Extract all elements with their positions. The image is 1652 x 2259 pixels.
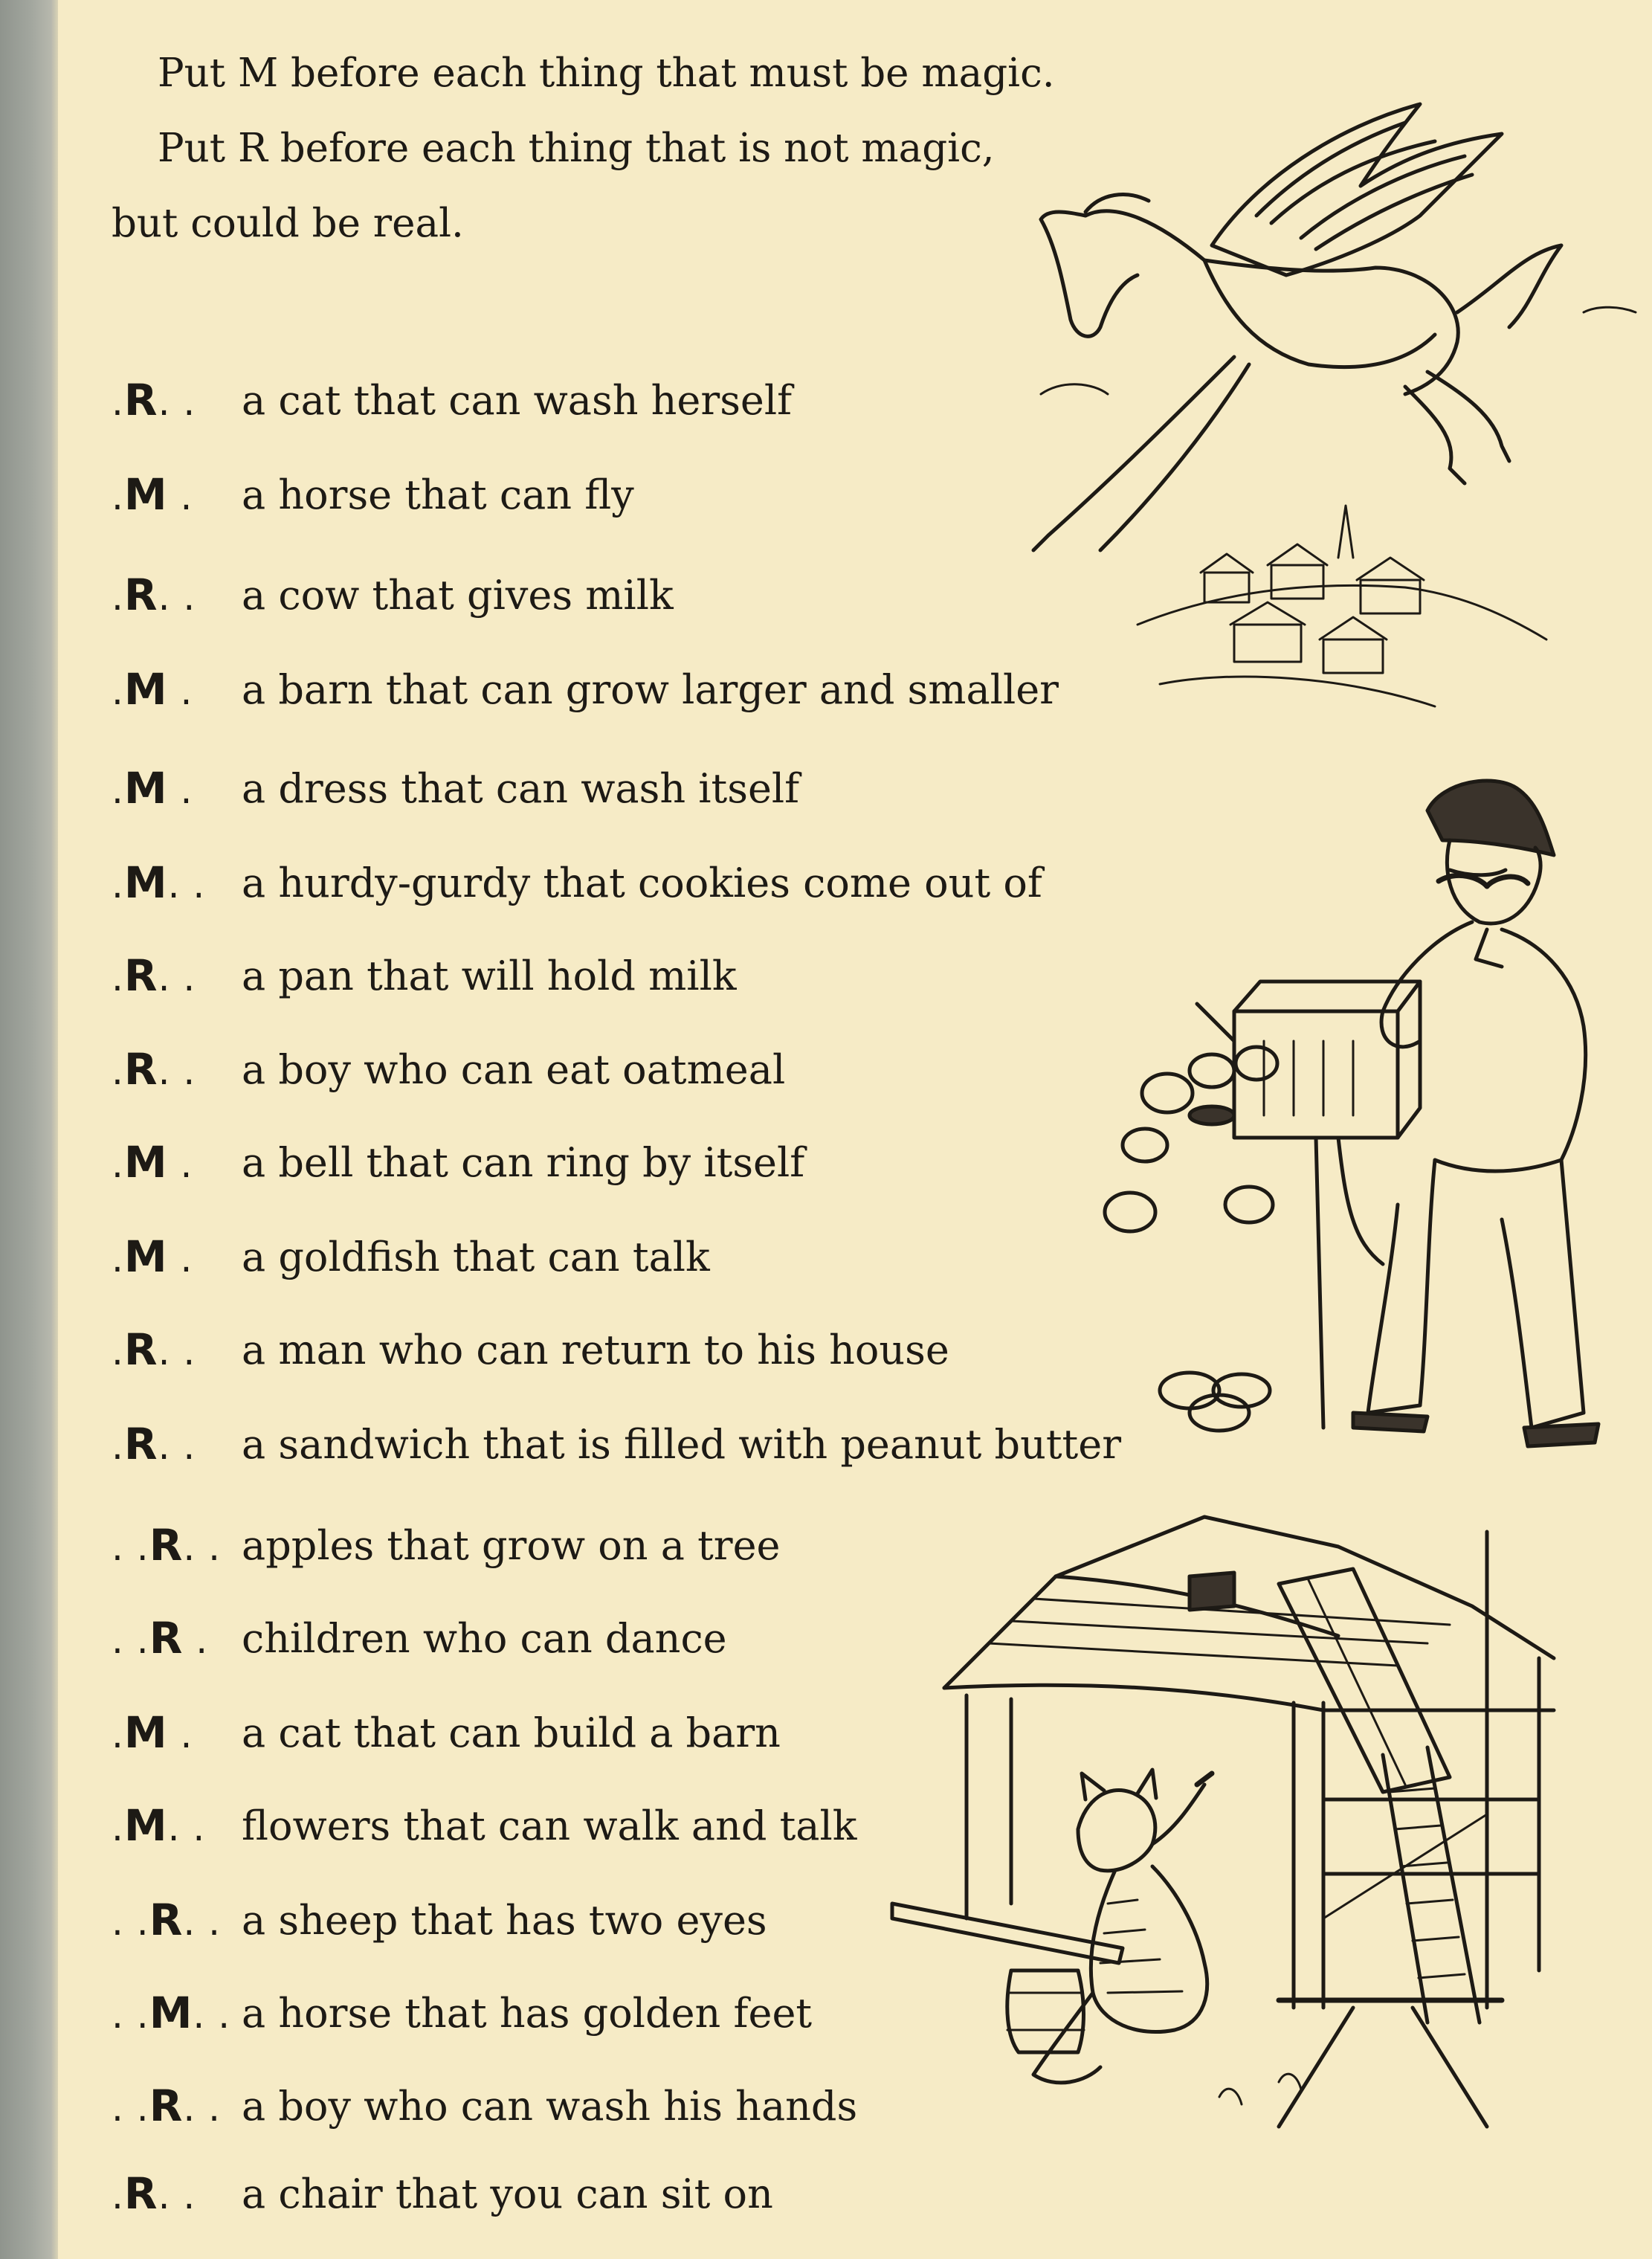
instruction-real: Put R before each thing that is not magic, — [158, 126, 995, 171]
item-text: flowers that can walk and talk — [242, 1802, 857, 1849]
item-text: a horse that has golden feet — [242, 1989, 813, 2037]
item-text: children who can dance — [242, 1614, 727, 1662]
list-item — [112, 561, 674, 628]
list-item — [112, 1605, 727, 1672]
list-item — [112, 942, 737, 1009]
answer-mark[interactable]: . .R. . — [112, 2081, 222, 2131]
answer-mark[interactable]: .R. . — [112, 1419, 196, 1469]
list-item — [112, 1512, 781, 1579]
item-text: a cat that can build a barn — [242, 1709, 781, 1756]
item-text: a cat that can wash herself — [242, 376, 793, 424]
answer-mark[interactable]: .M . — [112, 1231, 193, 1282]
item-text: a cow that gives milk — [242, 571, 674, 619]
item-text: a horse that can fly — [242, 471, 634, 518]
answer-mark[interactable]: .R. . — [112, 1324, 196, 1375]
list-item — [112, 2072, 857, 2139]
item-text: a hurdy-gurdy that cookies come out of — [242, 859, 1042, 906]
list-item — [112, 1316, 949, 1383]
item-text: a pan that will hold milk — [242, 952, 737, 999]
list-item — [112, 2160, 773, 2227]
answer-mark[interactable]: .M . — [112, 1137, 193, 1187]
list-item — [112, 849, 1042, 916]
instruction-real-cont: but could be real. — [112, 201, 464, 246]
list-item — [112, 1792, 856, 1859]
winged-horse-icon — [989, 89, 1643, 744]
item-text: a sheep that has two eyes — [242, 1896, 767, 1944]
answer-mark[interactable]: .R. . — [112, 1044, 196, 1095]
list-item — [112, 755, 799, 822]
item-text: apples that grow on a tree — [242, 1521, 781, 1569]
item-text: a dress that can wash itself — [242, 764, 800, 812]
list-item — [112, 1411, 1121, 1477]
item-text: a barn that can grow larger and smaller — [242, 666, 1059, 713]
item-text: a goldfish that can talk — [242, 1233, 710, 1280]
item-text: a bell that can ring by itself — [242, 1138, 805, 1186]
answer-mark[interactable]: .M. . — [112, 1800, 206, 1851]
list-item — [112, 1979, 812, 2046]
answer-mark[interactable]: .M. . — [112, 857, 206, 908]
list-item — [112, 1699, 781, 1766]
answer-mark[interactable]: .R. . — [112, 950, 196, 1001]
answer-mark[interactable]: .M . — [112, 469, 193, 520]
answer-mark[interactable]: . .R . — [112, 1613, 209, 1663]
instruction-magic: Put M before each thing that must be magic. — [158, 51, 1055, 96]
answer-mark[interactable]: .R. . — [112, 2168, 196, 2219]
answer-mark[interactable]: .M . — [112, 664, 193, 715]
cat-building-barn-icon — [862, 1487, 1636, 2156]
list-item — [112, 367, 792, 434]
list-item — [112, 1223, 710, 1290]
answer-mark[interactable]: .M . — [112, 1707, 193, 1758]
answer-mark[interactable]: . .R. . — [112, 1895, 222, 1945]
answer-mark[interactable]: . .R. . — [112, 1520, 222, 1570]
item-text: a boy who can wash his hands — [242, 2082, 858, 2130]
item-text: a sandwich that is filled with peanut butter — [242, 1420, 1122, 1468]
item-text: a chair that you can sit on — [242, 2170, 773, 2217]
answer-mark[interactable]: .M . — [112, 763, 193, 813]
list-item — [112, 1129, 804, 1196]
answer-mark[interactable]: .R. . — [112, 570, 196, 620]
list-item — [112, 1036, 785, 1103]
answer-mark[interactable]: .R. . — [112, 375, 196, 425]
answer-mark[interactable]: . .M. . — [112, 1988, 231, 2038]
organ-grinder-icon — [1100, 758, 1621, 1472]
item-text: a boy who can eat oatmeal — [242, 1045, 786, 1093]
list-item — [112, 461, 634, 528]
item-text: a man who can return to his house — [242, 1326, 949, 1373]
list-item — [112, 656, 1059, 723]
list-item — [112, 1886, 767, 1953]
page-binding-edge — [0, 0, 58, 2259]
